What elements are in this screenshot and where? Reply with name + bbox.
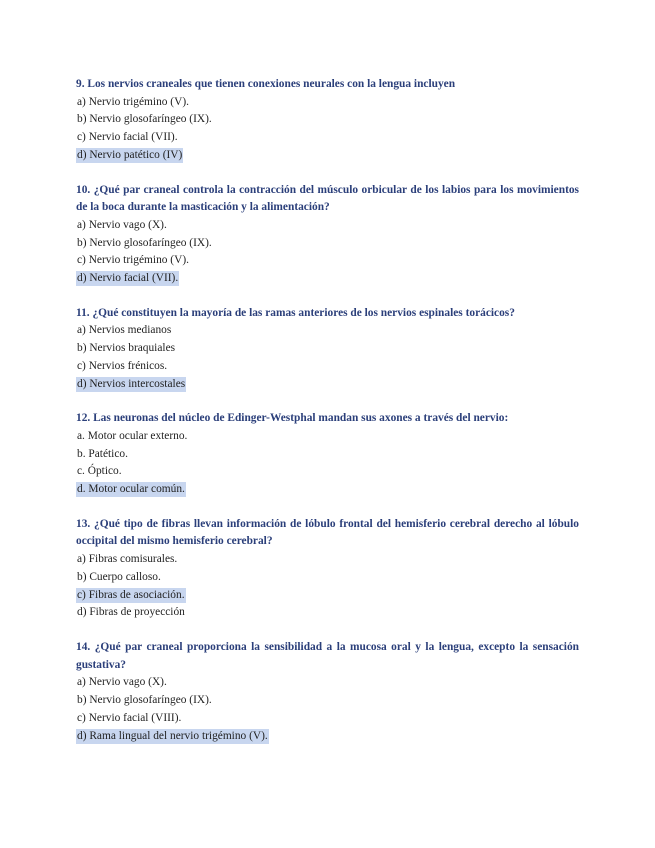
option-c: c. Óptico. [77, 465, 122, 478]
option-b: b) Cuerpo calloso. [77, 570, 161, 583]
option-a: a) Nervios medianos [77, 324, 172, 337]
question-text: 14. ¿Qué par craneal proporciona la sensibilidad a la mucosa oral y la lengua, excepto la sensación gustativa? [76, 640, 579, 671]
option-b: b) Nervios braquiales [77, 342, 176, 355]
option-d-highlighted: d. Motor ocular común. [77, 483, 185, 496]
option-list [76, 674, 579, 745]
option-b: b) Nervio glosofaríngeo (IX). [77, 113, 212, 126]
option-c: c) Nervios frénicos. [77, 359, 168, 372]
option-a: a) Nervio vago (X). [77, 676, 167, 689]
option-a: a) Fibras comisurales. [77, 553, 178, 566]
option-d-highlighted: d) Nervios intercostales [77, 377, 186, 390]
option-list [76, 217, 579, 288]
option-b: b) Nervio glosofaríngeo (IX). [77, 236, 212, 249]
question-text: 13. ¿Qué tipo de fibras llevan información de lóbulo frontal del hemisferio cerebral derecho al lóbulo occipital del mismo hemisferio cerebral? [76, 517, 579, 548]
option-d-highlighted: d) Nervio patético (IV) [77, 148, 183, 161]
option-c: c) Nervio facial (VIII). [77, 711, 182, 724]
question-text: 12. Las neuronas del núcleo de Edinger-Westphal mandan sus axones a través del nervio: [76, 412, 509, 425]
option-d-highlighted: d) Rama lingual del nervio trigémino (V). [77, 729, 268, 742]
option-list [76, 322, 579, 393]
option-c: c) Nervio facial (VII). [77, 131, 178, 144]
question-14 [76, 639, 579, 745]
option-c-highlighted: c) Fibras de asociación. [77, 588, 185, 601]
question-13 [76, 516, 579, 622]
question-10 [76, 182, 579, 288]
option-a: a) Nervio trigémino (V). [77, 95, 189, 108]
option-d-highlighted: d) Nervio facial (VII). [77, 272, 179, 285]
option-list [76, 551, 579, 622]
option-a: a) Nervio vago (X). [77, 218, 167, 231]
question-text: 10. ¿Qué par craneal controla la contracción del músculo orbicular de los labios para los movimientos de la boca durante la masticación y la alimentación? [76, 183, 579, 214]
option-a: a. Motor ocular externo. [77, 429, 188, 442]
question-text: 11. ¿Qué constituyen la mayoría de las ramas anteriores de los nervios espinales torácicos? [76, 306, 515, 319]
option-d: d) Fibras de proyección [77, 606, 185, 619]
question-11 [76, 305, 579, 394]
question-text: 9. Los nervios craneales que tienen conexiones neurales con la lengua incluyen [76, 78, 456, 90]
question-12 [76, 410, 579, 499]
option-list [76, 94, 579, 165]
option-list [76, 428, 579, 499]
option-c: c) Nervio trigémino (V). [77, 254, 189, 267]
question-9 [76, 76, 579, 165]
option-b: b. Patético. [77, 447, 128, 460]
option-b: b) Nervio glosofaríngeo (IX). [77, 694, 212, 707]
